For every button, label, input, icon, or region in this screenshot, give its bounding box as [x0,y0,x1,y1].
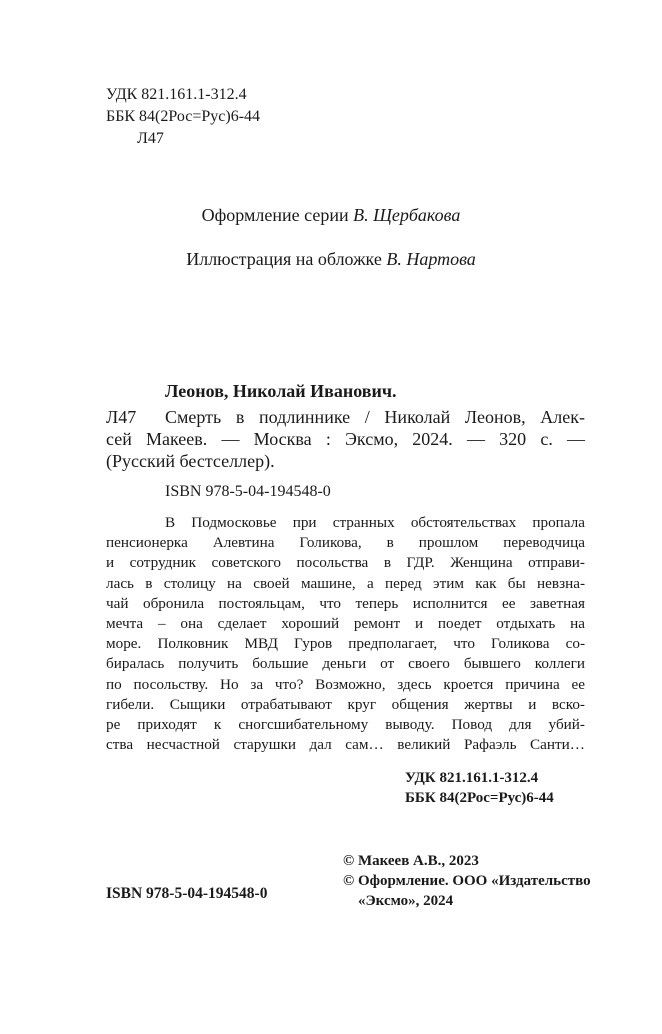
annotation-line: чай обронила постояльцам, что теперь исполнится ее заветная [106,594,585,612]
cover-illustration-name: В. Нартова [386,249,476,269]
catalog-author-sign: Л47 [106,407,137,427]
udk-footer [405,768,585,808]
annotation [106,513,585,755]
udk-code-bottom: УДК 821.161.1-312.4 [405,770,539,786]
isbn-footer: ISBN 978-5-04-194548-0 [106,885,268,902]
udk-header [106,84,260,150]
bbk-code: ББК 84(2Рос=Рус)6-44 [106,108,261,125]
annotation-line: ре приходят к сногсшибательному выводу. Повод для убий- [106,715,585,733]
copyright-line: © Макеев А.В., 2023 [343,853,479,869]
copyright-block [343,851,591,911]
annotation-line: гибели. Сыщики отрабатывают круг общения жертвы и вско- [106,695,585,713]
annotation-line: мечта – она сделает хороший ремонт и поедет отдыхать на [106,614,585,632]
annotation-line: В Подмосковье при странных обстоятельствах пропала [165,514,585,531]
annotation-line: по посольству. Но за что? Возможно, здесь кроется причина ее [106,675,585,693]
catalog-title-line: сей Макеев. — Москва : Эксмо, 2024. — 320 с. — [106,429,585,449]
annotation-line: море. Полковник МВД Гуров предполагает, что Голикова со- [106,635,585,653]
author-sign: Л47 [137,130,164,147]
udk-code: УДК 821.161.1-312.4 [106,86,247,103]
catalog-title-line: (Русский бестселлер). [106,451,275,471]
copyright-line: «Эксмо», 2024 [358,893,454,909]
bbk-code-bottom: ББК 84(2Рос=Рус)6-44 [405,790,554,806]
catalog-title-line: Смерть в подлиннике / Николай Леонов, Алек- [165,407,585,427]
cover-illustration-credit [0,248,662,270]
annotation-line: лась в столицу на своей машине, а перед этим как бы невзна- [106,574,585,592]
annotation-line: биралась получить большие деньги от своего бывшего коллеги [106,655,585,673]
annotation-line: и сотрудник советского посольства в ГДР. Женщина отправи- [106,554,585,572]
annotation-line: пенсионерка Алевтина Голикова, в прошлом переводчица [106,534,585,552]
series-design-name: В. Щербакова [353,205,461,225]
catalog-isbn: ISBN 978-5-04-194548-0 [165,483,331,500]
catalog-author: Леонов, Николай Иванович. [165,381,397,401]
copyright-line: © Оформление. ООО «Издательство [343,873,591,889]
series-design-prefix: Оформление серии [201,205,349,225]
series-design-credit [0,204,662,226]
annotation-line: ства несчастной старушки дал сам… великий Рафаэль Санти… [106,736,585,754]
cover-illustration-prefix: Иллюстрация на обложке [186,249,382,269]
